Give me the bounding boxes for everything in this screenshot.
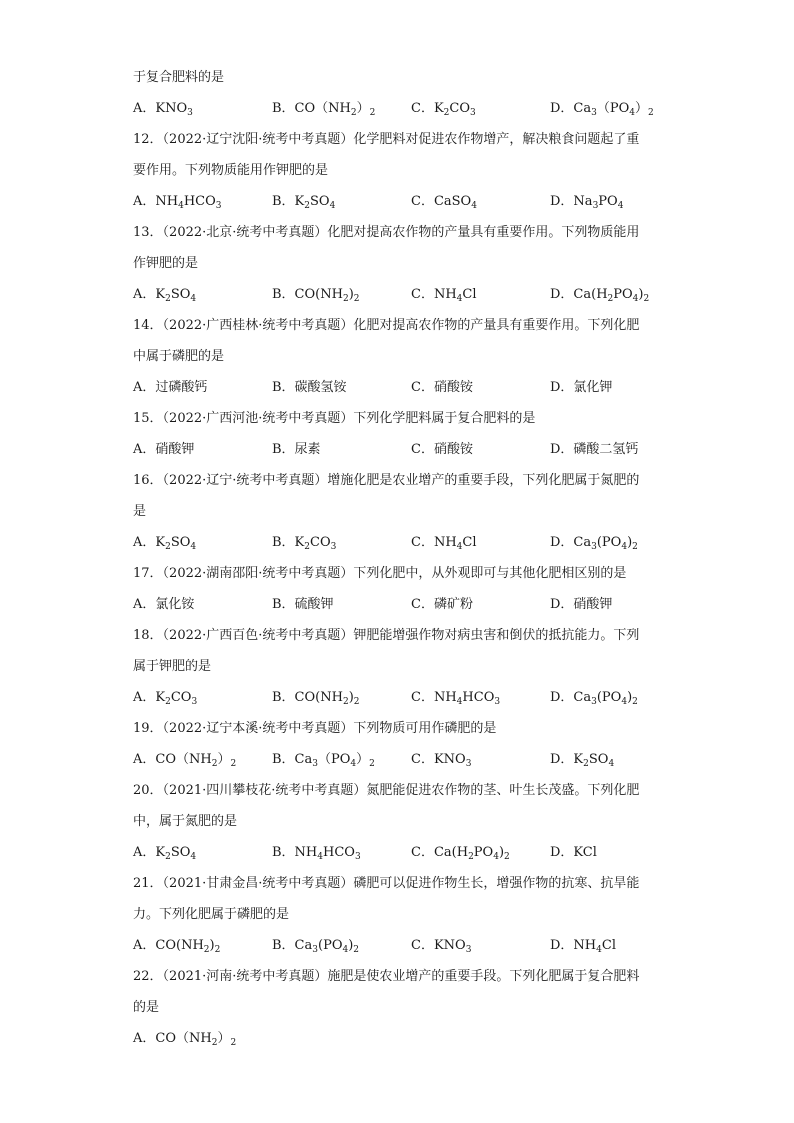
question-text-line: 22．（2021·河南·统考中考真题）施肥是使农业增产的重要手段。下列化肥属于复合肥料 [133, 969, 640, 984]
answer-option: B．$CO(NH_2)_2$ [272, 690, 360, 707]
answer-option: C．$NH_4Cl$ [411, 535, 477, 552]
answer-option: A．硝酸钾 [133, 442, 195, 457]
answer-option: B．硫酸钾 [272, 597, 334, 612]
answer-option: A．$K_2SO_4$ [133, 845, 197, 862]
answer-option: C．CaSO$_4$ [411, 194, 477, 211]
answer-options-row [133, 837, 673, 868]
answer-option: B．$Ca_3(PO_4)_2$ [272, 752, 375, 769]
answer-option: D．磷酸二氢钙 [550, 442, 639, 457]
answer-option: D．$NH_4Cl$ [550, 938, 616, 955]
answer-option: D．KCl [550, 845, 597, 860]
question-text-line: 13．（2022·北京·统考中考真题）化肥对提高农作物的产量具有重要作用。下列物质能用 [133, 225, 640, 240]
answer-option: A．$NH_4HCO_3$ [133, 194, 222, 211]
answer-option: C．$KNO_3$ [411, 752, 472, 769]
answer-option: D．氯化钾 [550, 380, 613, 395]
question-text-line: 16．（2022·辽宁·统考中考真题）增施化肥是农业增产的重要手段，下列化肥属于氮肥的 [133, 473, 640, 488]
answer-option: B．$CO(NH_2)_2$ [272, 101, 376, 118]
question-text-line: 19．（2022·辽宁本溪·统考中考真题）下列物质可用作磷肥的是 [133, 721, 497, 736]
question-text-line: 是 [133, 504, 147, 519]
answer-option: C．硝酸铵 [411, 442, 473, 457]
answer-option: A．$CO(NH_2)_2$ [133, 752, 237, 769]
answer-option: C．磷矿粉 [411, 597, 473, 612]
answer-options-row [133, 930, 673, 961]
answer-options-row [133, 1023, 673, 1054]
question-text-line: 18．（2022·广西百色·统考中考真题）钾肥能增强作物对病虫害和倒伏的抵抗能力。下列 [133, 628, 640, 643]
question-text-line: 中，属于氮肥的是 [133, 814, 238, 829]
answer-option: D．$Ca_3(PO_4)_2$ [550, 535, 638, 552]
question-text-line: 14．（2022·广西桂林·统考中考真题）化肥对提高农作物的产量具有重要作用。下列化肥 [133, 318, 640, 333]
answer-options-row [133, 527, 673, 558]
question-text-line: 中属于磷肥的是 [133, 349, 225, 364]
answer-option: B．$Ca_3(PO_4)_2$ [272, 938, 360, 955]
answer-options-row [133, 434, 673, 465]
answer-option: A．氯化铵 [133, 597, 195, 612]
question-text-line: 的是 [133, 1000, 160, 1015]
question-text-line: 作钾肥的是 [133, 256, 199, 271]
answer-option: D．$K_2SO_4$ [550, 752, 615, 769]
answer-option: A．$KNO_3$ [133, 101, 193, 118]
answer-option: D．$Ca_3(PO_4)_2$ [550, 690, 638, 707]
answer-options-row [133, 186, 673, 217]
answer-option: C．$NH_4Cl$ [411, 287, 477, 304]
answer-option: C．$KNO_3$ [411, 938, 472, 955]
question-text-line: 17．（2022·湖南邵阳·统考中考真题）下列化肥中，从外观即可与其他化肥相区别的是 [133, 566, 627, 581]
question-text-line: 要作用。下列物质能用作钾肥的是 [133, 163, 329, 178]
answer-option: A．$K_2CO_3$ [133, 690, 198, 707]
question-text-line: 15．（2022·广西河池·统考中考真题）下列化学肥料属于复合肥料的是 [133, 411, 536, 426]
question-text-line: 力。下列化肥属于磷肥的是 [133, 907, 290, 922]
question-text-line: 20．（2021·四川攀枝花·统考中考真题）氮肥能促进农作物的茎、叶生长茂盛。下列化肥 [133, 783, 640, 798]
question-text-line: 21．（2021·甘肃金昌·统考中考真题）磷肥可以促进作物生长，增强作物的抗寒、抗旱能 [133, 876, 640, 891]
answer-option: B．碳酸氢铵 [272, 380, 347, 395]
answer-option: A．过磷酸钙 [133, 380, 208, 395]
answer-options-row [133, 682, 673, 713]
answer-option: C．$Ca(H_2PO_4)_2$ [411, 845, 510, 862]
answer-option: D．$Ca(H_2PO_4)_2$ [550, 287, 650, 304]
answer-option: B．尿素 [272, 442, 321, 457]
answer-options-row [133, 279, 673, 310]
answer-option: B．$K_2CO_3$ [272, 535, 337, 552]
answer-option: D．$Na_3PO_4$ [550, 194, 624, 211]
answer-option: A．$K_2SO_4$ [133, 287, 197, 304]
answer-options-row [133, 744, 673, 775]
answer-option: D．硝酸钾 [550, 597, 613, 612]
answer-option: B．$NH_4HCO_3$ [272, 845, 361, 862]
answer-option: A．$CO(NH_2)_2$ [133, 938, 221, 955]
answer-option: C．硝酸铵 [411, 380, 473, 395]
answer-options-row [133, 93, 673, 124]
answer-option: C．$NH_4HCO_3$ [411, 690, 501, 707]
answer-option: A．$K_2SO_4$ [133, 535, 197, 552]
answer-option: D．$Ca_3(PO_4)_2$ [550, 101, 654, 118]
answer-option: B．$CO(NH_2)_2$ [272, 287, 360, 304]
question-text-line: 属于钾肥的是 [133, 659, 212, 674]
answer-option: C．$K_2CO_3$ [411, 101, 476, 118]
question-text-line: 12．（2022·辽宁沈阳·统考中考真题）化学肥料对促进农作物增产，解决粮食问题起了重 [133, 132, 640, 147]
answer-options-row [133, 372, 673, 403]
answer-option: B．$K_2SO_4$ [272, 194, 336, 211]
answer-option: A．$CO(NH_2)_2$ [133, 1031, 237, 1048]
answer-options-row [133, 589, 673, 620]
question-list [133, 62, 673, 1054]
question-text-line: 于复合肥料的是 [133, 70, 225, 85]
